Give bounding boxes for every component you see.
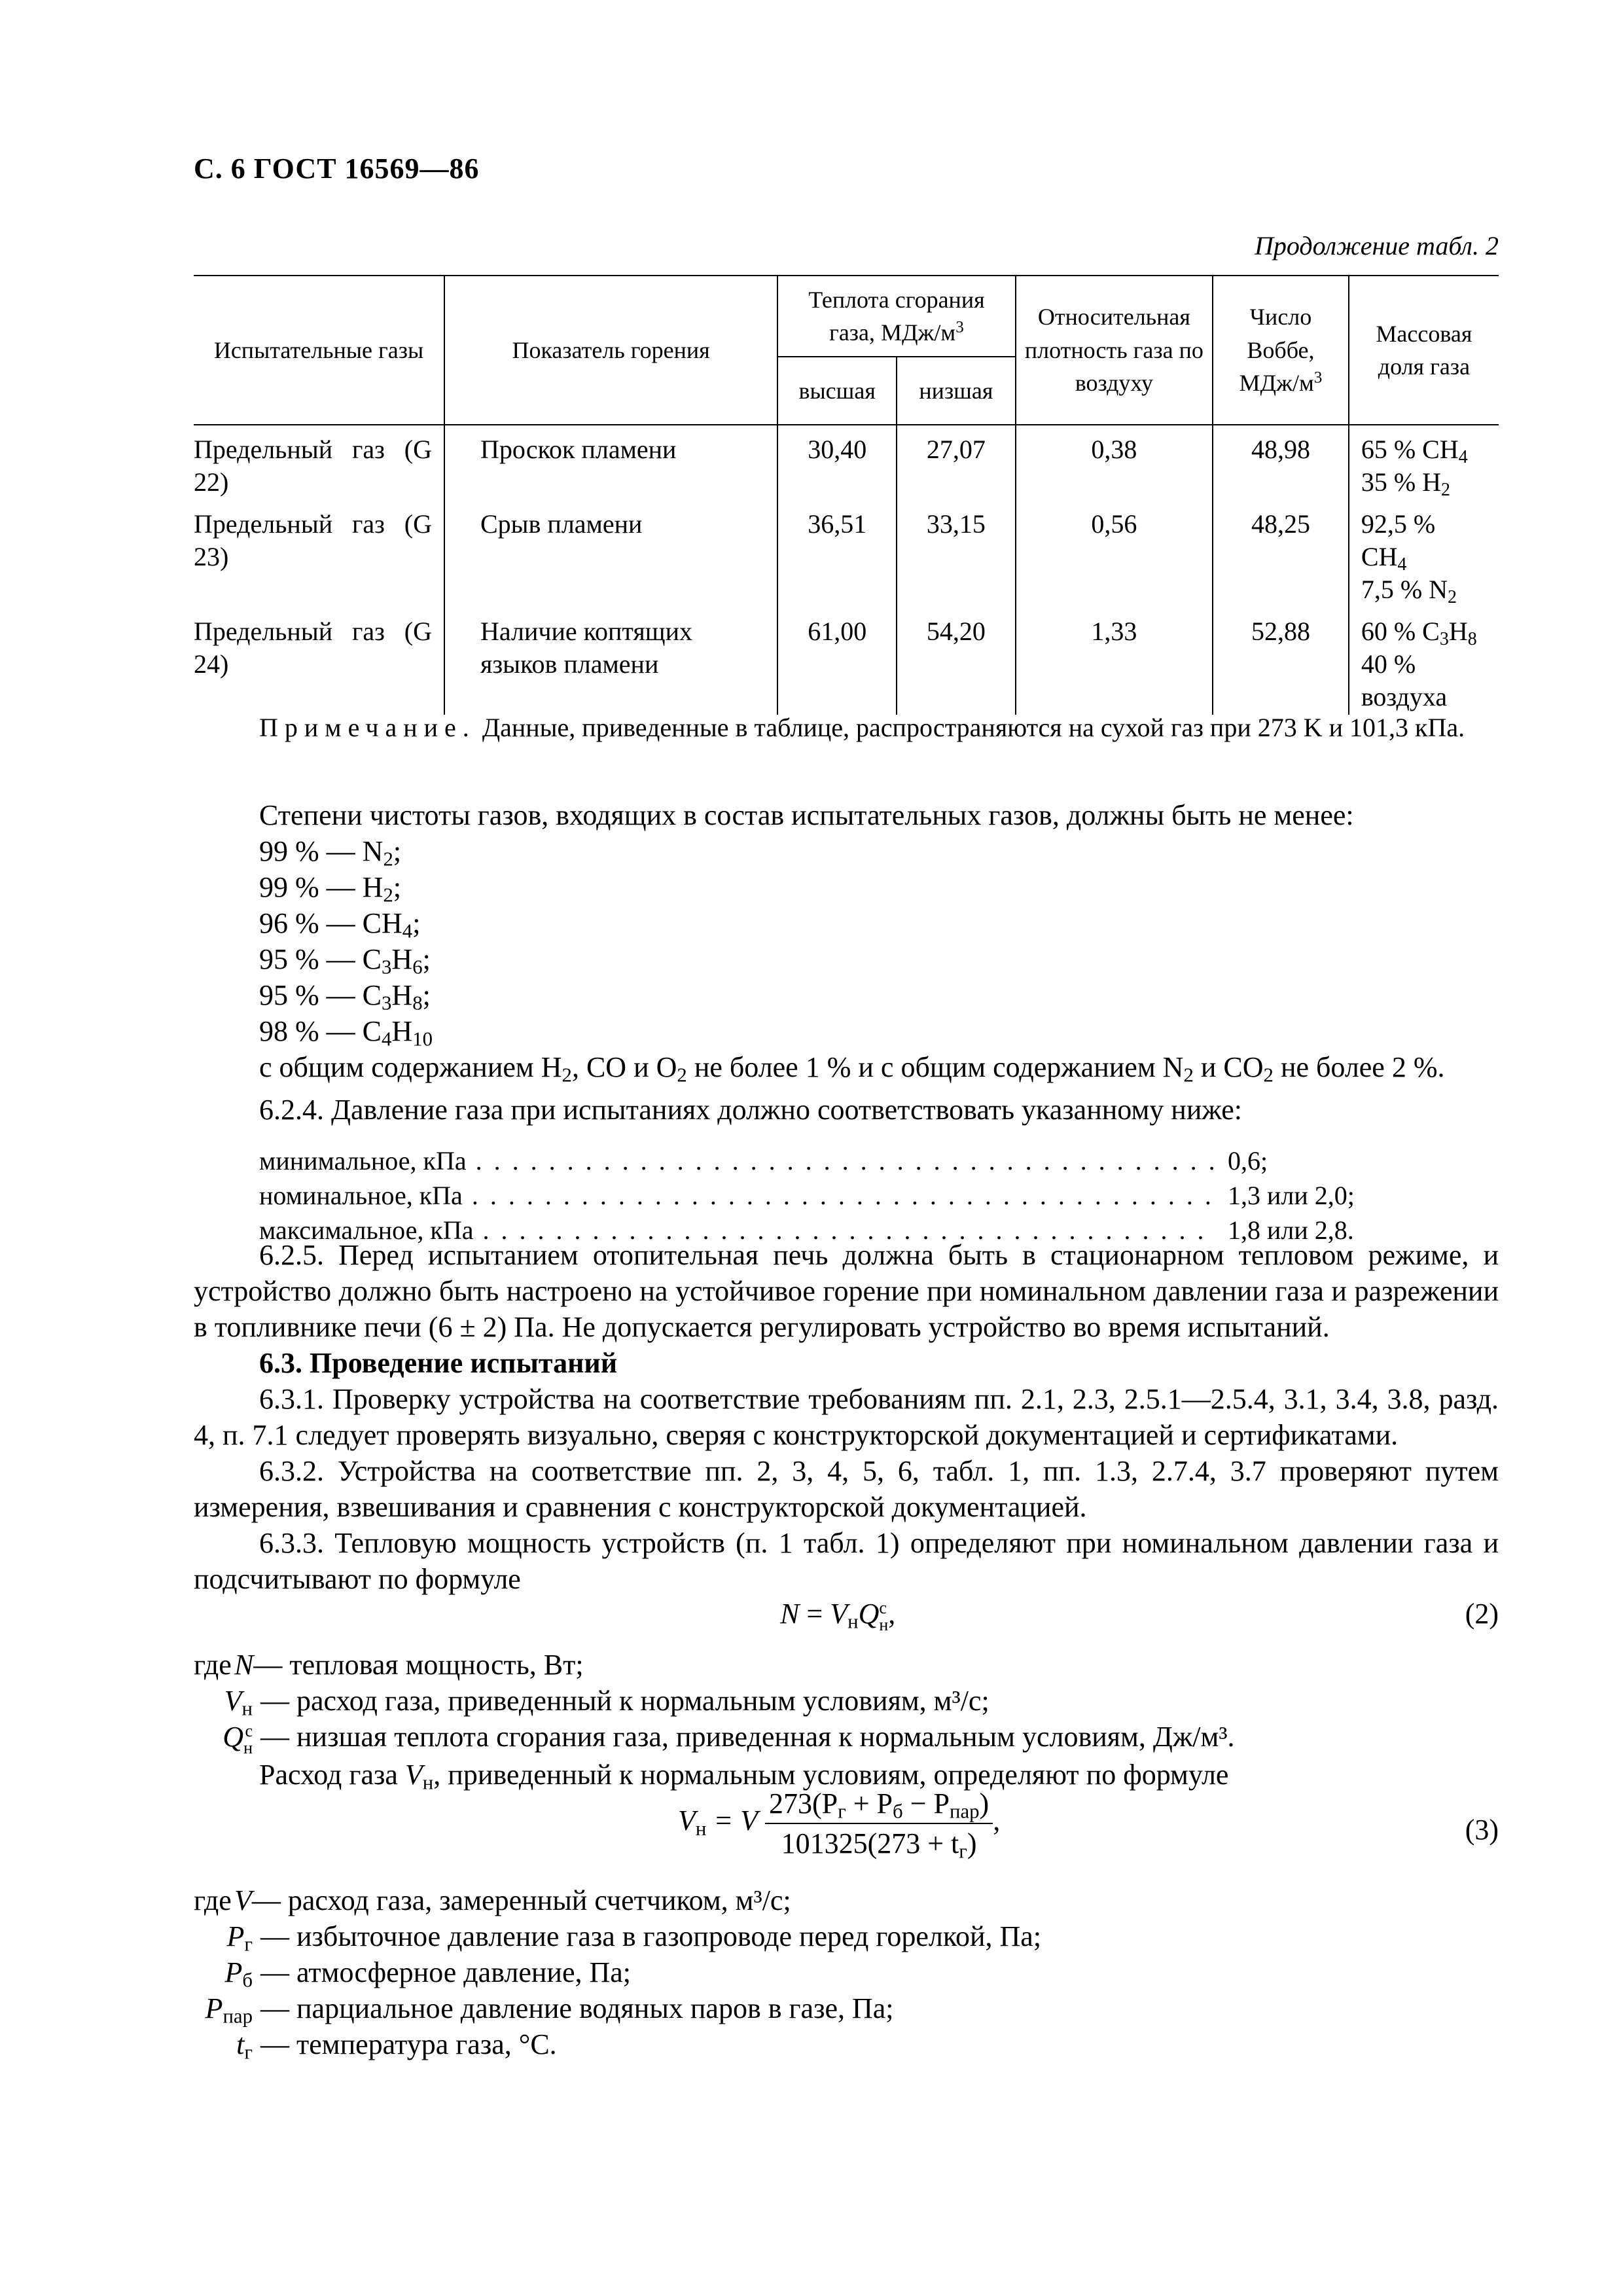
cell-higher: 61,00 (777, 607, 897, 715)
purity-item: 96 % — $CH_4$; (259, 907, 421, 942)
definition-row: $P_{пар}$ — парциальное давление водяных паров в газе, Па; (205, 1992, 894, 2028)
page-header: С. 6 ГОСТ 16569—86 (194, 152, 480, 185)
col-header-lower: низшая (897, 357, 1015, 425)
purity-section (194, 797, 1499, 1128)
cell-gas: Предельный газ (G 24) (194, 607, 444, 715)
section-6-3-1: 6.3.1. Проверку устройства на соответствие требованиям пп. 2.1, 2.3, 2.5.1—2.5.4, 3.1, 3.4, 3.8, разд. 4, п. 7.1 следует проверять визуально, сверяя с конструкторской документацией и сертификатами. (194, 1383, 1499, 1451)
gas-table (194, 275, 1499, 715)
pressure-row: максимальное, кПа . . . 1,8 или 2,8. (259, 1213, 1372, 1248)
purity-item: 99 % — $N_2$; (259, 835, 402, 870)
equation-number-3: (3) (1465, 1814, 1499, 1846)
cell-higher: 30,40 (777, 425, 897, 500)
formula-3: $V_н = V$ $\frac{273(P_г + P_б - P_{пар})}{101325(273 + t_г)}$ , (678, 1787, 1001, 1863)
purity-item: 98 % — $C_4H_{10}$ (259, 1015, 433, 1050)
section-6-2-4: 6.2.4. Давление газа при испытаниях должно соответствовать указанному ниже: (259, 1094, 1242, 1126)
table-row (194, 607, 1499, 715)
purity-outro: с общим содержанием $H_2$, CO и $O_2$ не более 1 % и с общим содержанием $N_2$ и $CO_2$ не более 2 %. (259, 1051, 1445, 1086)
cell-density: 0,56 (1016, 500, 1213, 607)
purity-item: 95 % — $C_3H_6$; (259, 943, 431, 978)
cell-gas: Предельный газ (G 22) (194, 425, 444, 500)
section-6-3-2: 6.3.2. Устройства на соответствие пп. 2, 3, 4, 5, 6, табл. 1, пп. 1.3, 2.7.4, 3.7 проверяют путем измерения, взвешивания и сравнения с конструкторской документацией. (194, 1455, 1499, 1523)
section-6-3-title: 6.3. Проведение испытаний (259, 1347, 618, 1379)
cell-wobbe: 48,25 (1213, 500, 1349, 607)
purity-item: 99 % — $H_2$; (259, 871, 402, 906)
cell-mass: 60 % $C_3H_8$ 40 % воздуха (1349, 607, 1499, 715)
cell-higher: 36,51 (777, 500, 897, 607)
col-header-higher: высшая (777, 357, 897, 425)
table-continuation-label: Продолжение табл. 2 (1254, 231, 1499, 260)
cell-gas: Предельный газ (G 23) (194, 500, 444, 607)
col-header-wobbe: Число Воббе, МДж/$м^3$ (1213, 276, 1349, 425)
formula-3-definitions (194, 1882, 1041, 2062)
definition-row: Q с н — низшая теплота сгорания газа, приведенная к нормальным условиям, Дж/м³. (223, 1721, 1235, 1757)
section-6-2-5: 6.2.5. Перед испытанием отопительная печь должна быть в стационарном тепловом режиме, и устройство должно быть настроено на устойчивое горение при номинальном давлении газа и разрежении в топливнике печи (6 ± 2) Па. Не допускается регулировать устройство во время испытаний. (194, 1239, 1499, 1343)
equation-number-2: (2) (1465, 1598, 1499, 1630)
definition-row: $t_г$ — температура газа, °С. (236, 2028, 557, 2064)
cell-lower: 54,20 (897, 607, 1015, 715)
purity-intro: Степени чистоты газов, входящих в состав испытательных газов, должны быть не менее: (259, 799, 1354, 831)
col-header-indicator: Показатель горения (444, 276, 777, 425)
pressure-list (259, 1144, 1372, 1247)
formula-3-fraction: $\frac{273(P_г + P_б - P_{пар})}{101325(273 + t_г)}$ (765, 1787, 993, 1860)
formula-2-definitions (194, 1647, 1235, 1793)
cell-density: 1,33 (1016, 607, 1213, 715)
section-6-2-5-to-6-3-3 (194, 1237, 1499, 1597)
table-row (194, 425, 1499, 500)
cell-density: 0,38 (1016, 425, 1213, 500)
col-header-mass: Массовая доля газа (1349, 276, 1499, 425)
cell-indicator: Срыв пламени (444, 500, 777, 607)
cell-mass: 92,5 % $CH_4$ 7,5 % $N_2$ (1349, 500, 1499, 607)
table-note (194, 711, 1499, 745)
pressure-row: минимальное, кПа . . . 0,6; (259, 1144, 1372, 1179)
flow-intro: Расход газа $V_н$, приведенный к нормальным условиям, определяют по формуле (259, 1758, 1229, 1794)
section-6-3-3: 6.3.3. Тепловую мощность устройств (п. 1 табл. 1) определяют при номинальном давлении газа и подсчитывают по формуле (194, 1527, 1499, 1595)
note-text: Данные, приведенные в таблице, распространяются на сухой газ при 273 K и 101,3 кПа. (482, 713, 1465, 742)
definition-row: $P_б$ — атмосферное давление, Па; (224, 1956, 632, 1992)
definition-row: где V — расход газа, замеренный счетчиком, м³/с; (194, 1884, 791, 1916)
cell-mass: 65 % $CH_4$ 35 % $H_2$ (1349, 425, 1499, 500)
cell-indicator: Наличие коптящих языков пламени (444, 607, 777, 715)
col-header-gases: Испытательные газы (194, 276, 444, 425)
definition-row: $P_г$ — избыточное давление газа в газопроводе перед горелкой, Па; (226, 1920, 1042, 1956)
definition-row: где N — тепловая мощность, Вт; (194, 1649, 584, 1681)
definition-row: $V_н$ — расход газа, приведенный к нормальным условиям, м³/с; (224, 1685, 990, 1720)
col-header-density: Относительная плотность газа по воздуху (1016, 276, 1213, 425)
formula-2: $N = V_нQ$ с н , (780, 1598, 896, 1634)
cell-lower: 33,15 (897, 500, 1015, 607)
cell-indicator: Проскок пламени (444, 425, 777, 500)
table-row (194, 500, 1499, 607)
cell-wobbe: 52,88 (1213, 607, 1349, 715)
cell-lower: 27,07 (897, 425, 1015, 500)
pressure-row: номинальное, кПа . . . 1,3 или 2,0; (259, 1179, 1372, 1213)
note-label: Примечание. (259, 713, 476, 742)
col-header-heat: Теплота сгорания газа, МДж/$м^3$ (777, 276, 1015, 357)
purity-item: 95 % — $C_3H_8$; (259, 979, 431, 1014)
cell-wobbe: 48,98 (1213, 425, 1349, 500)
